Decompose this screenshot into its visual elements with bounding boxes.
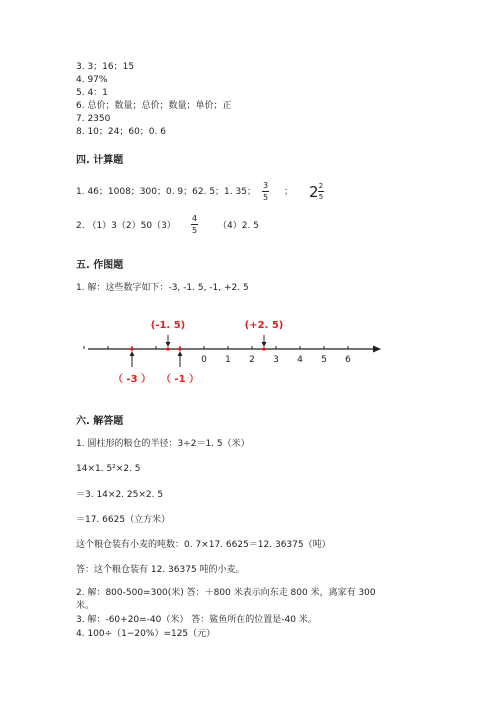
arrow-head-icon — [262, 342, 267, 347]
tick-label: 3 — [273, 355, 279, 365]
tick-label: 5 — [321, 355, 327, 365]
mixed-numerator: 2 — [318, 182, 324, 190]
mixed-number-two-two-fifths — [309, 182, 324, 201]
label-below: （ -3 ） — [112, 374, 152, 385]
solution-line-5: 这个粮仓装有小麦的吨数：0. 7×17. 6625＝12. 36375（吨） — [76, 540, 331, 550]
fraction-denominator: 5 — [191, 226, 198, 235]
calc-separator: ； — [284, 187, 294, 197]
tick-label: 0 — [201, 355, 207, 365]
fraction-four-fifths — [191, 214, 198, 235]
fraction-numerator: 4 — [191, 214, 198, 223]
tick-label: 1 — [225, 355, 231, 365]
section-heading-calculation: 四. 计算题 — [76, 155, 124, 166]
mixed-denominator: 5 — [318, 193, 324, 201]
marked-point — [130, 347, 134, 351]
tick-label: 4 — [297, 355, 303, 365]
section-heading-solutions: 六. 解答题 — [76, 416, 124, 427]
marked-point — [262, 347, 266, 351]
tick-label: 6 — [345, 355, 351, 365]
mixed-fraction — [318, 182, 324, 201]
fraction-denominator: 5 — [262, 193, 269, 202]
label-below: （ -1 ） — [160, 374, 200, 385]
mixed-whole: 2 — [309, 183, 319, 201]
solution-line-2: 14×1. 5²×2. 5 — [76, 464, 141, 474]
fraction-numerator: 3 — [262, 181, 269, 190]
fraction-bar — [191, 224, 198, 225]
solution-line-7: 2. 解：800-500=300(米) 答：＋800 米表示向东走 800 米，离家有 300 — [76, 588, 376, 598]
answer-line-6: 6. 总价；数量；总价；数量；单价；正 — [76, 101, 232, 111]
solution-line-8: 米。 — [76, 601, 95, 611]
answer-line-8: 8. 10；24；60；0. 6 — [76, 127, 166, 137]
calc-answer-2: 2. （1）3（2）50（3） — [76, 221, 176, 231]
arrow-head-icon — [178, 351, 183, 356]
answer-line-7: 7. 2350 — [76, 114, 111, 124]
mixed-fraction-bar — [318, 191, 324, 192]
drawing-answer-1: 1. 解：这些数字如下：-3, -1. 5, -1, +2. 5 — [76, 283, 249, 293]
answer-line-3: 3. 3；16；15 — [76, 62, 135, 72]
calc-answer-1: 1. 46；1008；300；0. 9；62. 5；1. 35； — [76, 187, 256, 197]
solution-line-10: 4. 100÷（1−20%）=125（元） — [76, 629, 216, 639]
solution-line-3: ＝3. 14×2. 25×2. 5 — [76, 490, 164, 500]
marked-point — [166, 347, 170, 351]
solution-line-9: 3. 解：-60+20=-40（米） 答：鲨鱼所在的位置是-40 米。 — [76, 615, 317, 625]
solution-line-6: 答：这个粮仓装有 12. 36375 吨的小麦。 — [76, 565, 245, 575]
number-line-arrow-icon — [373, 346, 381, 353]
number-line-figure — [0, 314, 500, 404]
answer-line-5: 5. 4：1 — [76, 88, 108, 98]
label-above: (+2. 5) — [244, 320, 284, 331]
arrow-head-icon — [166, 342, 171, 347]
fraction-bar — [262, 191, 269, 192]
calc-answer-2-tail: （4）2. 5 — [218, 221, 259, 231]
marked-point — [178, 347, 182, 351]
label-above: (-1. 5) — [150, 320, 186, 331]
solution-line-4: ＝17. 6625（立方米） — [76, 515, 171, 525]
arrow-head-icon — [130, 351, 135, 356]
solution-line-1: 1. 圆柱形的粮仓的半径：3÷2＝1. 5（米） — [76, 439, 250, 449]
section-heading-drawing: 五. 作图题 — [76, 260, 124, 271]
fraction-three-fifths — [262, 181, 269, 202]
tick-label: 2 — [249, 355, 255, 365]
answer-line-4: 4. 97% — [76, 75, 108, 85]
